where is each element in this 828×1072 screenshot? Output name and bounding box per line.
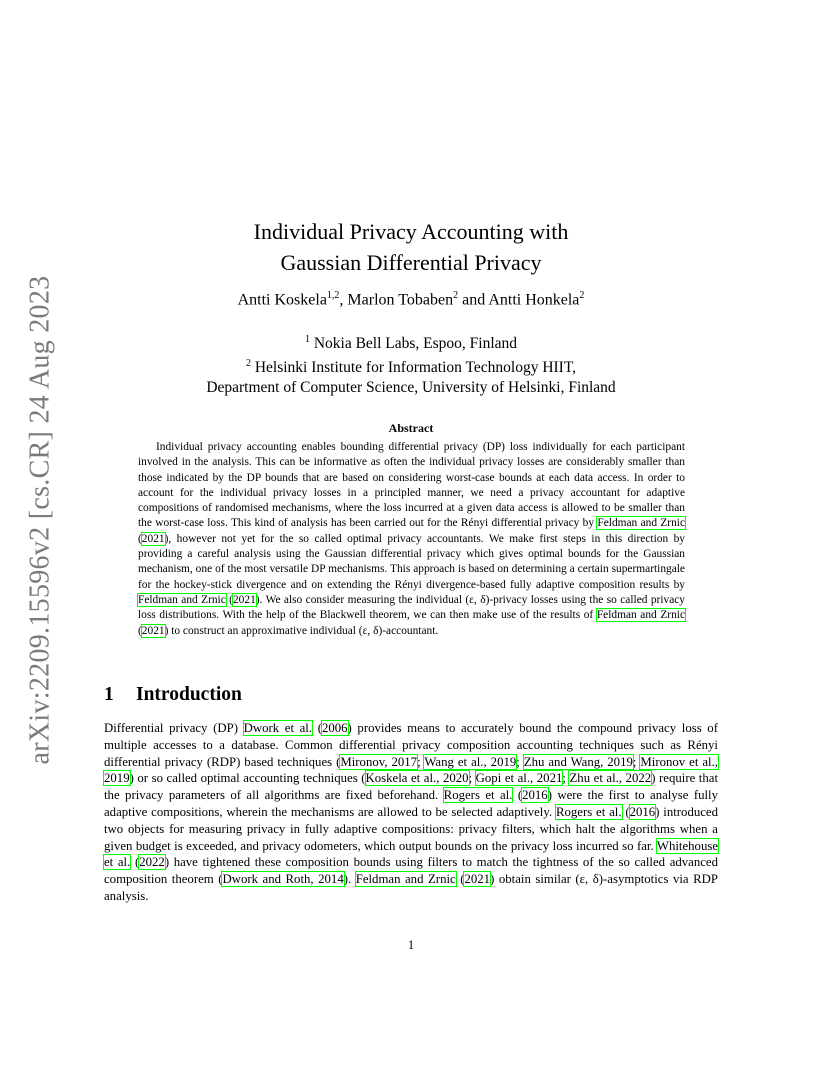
citation-year-link[interactable]: 2016 (522, 788, 548, 803)
abstract-text: ( (138, 532, 142, 545)
body-text: ). (343, 872, 356, 887)
citation-link[interactable]: Wang et al., 2019 (424, 754, 517, 769)
abstract-text: ( (138, 624, 142, 637)
body-text: ( (512, 788, 523, 803)
body-text: ) were the first to analyse fully adaptive compositions, wherein the mechanisms are allowed to be selected adaptively. (104, 788, 718, 819)
body-text: ) provides means to accurately bound the compound privacy loss of multiple accesses to a database. Common differential privacy composition accounting techniques such as Rényi differential privacy (RDP) based techniques ( (104, 721, 718, 769)
citation-link[interactable]: Rogers et al. (443, 788, 513, 803)
arxiv-identifier: arXiv:2209.15596v2 [cs.CR] 24 Aug 2023 (24, 275, 55, 765)
author-name: Antti Honkela (488, 291, 580, 309)
paper-title (104, 216, 718, 278)
affil-mark: 1 (304, 334, 310, 345)
abstract-text: ), however not yet for the so called optimal privacy accountants. We make first steps in this direction by providing a careful analysis using the Gaussian differential privacy which gives optimal bounds for the Gaussian mechanism, one of the most versatile DP mechanisms. This approach is based on determining a certain supermartingale for the hockey-stick divergence and on extending the Rényi divergence-based fully adaptive composition results by (138, 532, 685, 591)
section-number: 1 (104, 684, 114, 705)
body-text: ; (516, 754, 524, 769)
affiliation-2 (104, 354, 718, 378)
introduction-paragraph (104, 720, 718, 905)
body-text: ( (312, 721, 322, 735)
citation-link[interactable]: Mironov, 2017 (340, 754, 418, 769)
body-text: ; (562, 771, 570, 786)
citation-link[interactable]: Feldman and Zrnic (596, 609, 685, 622)
body-text: ) have tightened these composition bounds using filters to match the tightness of the so called advanced composition theorem ( (104, 855, 719, 887)
author-affil-mark: 1,2 (326, 290, 340, 301)
citation-link[interactable]: Whitehouse et al. (104, 838, 718, 870)
body-text: ) require that the privacy parameters of all algorithms are fixed beforehand. (104, 771, 718, 803)
affiliation-3: Department of Computer Science, University of Helsinki, Finland (206, 379, 616, 397)
body-text: Differential privacy (DP) (104, 721, 244, 735)
affil-mark: 2 (245, 358, 251, 370)
citation-year-link[interactable]: 2021 (464, 872, 491, 887)
citation-link[interactable]: Gopi et al., 2021 (475, 771, 563, 786)
citation-year-link[interactable]: 2021 (141, 532, 165, 545)
abstract-text: ) to construct an approximative individual (ε, δ)-accountant. (164, 624, 439, 637)
author-list (104, 290, 718, 309)
body-text: ) introduced two objects for measuring privacy in fully adaptive compositions: privacy filters, which halt the algorithms when a given budget is exceeded, and privacy odometers, which output bounds on the privacy loss incurred so far. (104, 804, 719, 853)
citation-year-link[interactable]: 2021 (141, 624, 165, 637)
abstract-text: Individual privacy accounting enables bounding differential privacy (DP) loss individually for each participant involved in the analysis. This can be informative as often the individual privacy losses are considerably smaller than those indicated by the DP bounds that are based on considering worst-case bounds at each data access. In order to account for the individual privacy losses in a principled manner, we need a privacy accountant for adaptive compositions of randomised mechanisms, where the loss incurred at a given data access is allowed to be smaller than the worst-case loss. This kind of analysis has been carried out for the Rényi differential privacy by (138, 441, 685, 530)
page-number: 1 (407, 938, 415, 952)
body-text: ( (621, 804, 630, 819)
citation-link[interactable]: Koskela et al., 2020 (365, 771, 469, 786)
citation-link[interactable]: Feldman and Zrnic (355, 872, 456, 887)
abstract-text: ( (225, 593, 233, 606)
citation-year-link[interactable]: 2006 (321, 721, 348, 735)
title-line-2: Gaussian Differential Privacy (280, 250, 542, 275)
author-name: Marlon Tobaben (347, 291, 454, 309)
affiliations (104, 330, 718, 398)
body-text: ; (417, 754, 425, 769)
section-title: Introduction (136, 684, 242, 705)
body-text: ( (130, 855, 140, 870)
affil-text: Helsinki Institute for Information Technology HIIT, (250, 359, 577, 377)
body-text: ) obtain similar (ε, δ)-asymptotics via RDP analysis. (104, 872, 718, 903)
body-text: ; (632, 754, 641, 769)
body-text: ( (455, 872, 465, 887)
author-affil-mark: 2 (453, 290, 459, 301)
author-separator: , (339, 291, 348, 309)
arxiv-side-stamp (20, 275, 60, 765)
abstract-body (138, 440, 685, 639)
affil-text: Nokia Bell Labs, Espoo, Finland (309, 335, 518, 353)
citation-link[interactable]: Rogers et al. (555, 804, 622, 819)
citation-link[interactable]: Feldman and Zrnic (597, 517, 686, 530)
body-text: ; (468, 771, 476, 786)
abstract-heading: Abstract (388, 421, 434, 435)
citation-link[interactable]: Mironov et al., 2019 (104, 754, 718, 786)
section-heading (104, 684, 242, 706)
affiliation-1 (104, 330, 718, 354)
citation-link[interactable]: Zhu et al., 2022 (569, 771, 652, 786)
title-line-1: Individual Privacy Accounting with (253, 219, 569, 244)
author-affil-mark: 2 (579, 290, 585, 301)
citation-link[interactable]: Feldman and Zrnic (138, 593, 226, 606)
citation-link[interactable]: Dwork and Roth, 2014 (222, 872, 344, 887)
body-text: ) or so called optimal accounting techniques ( (129, 771, 366, 786)
citation-year-link[interactable]: 2022 (139, 855, 165, 870)
author-separator: and (458, 291, 489, 309)
author-name: Antti Koskela (237, 291, 327, 309)
citation-link[interactable]: Dwork et al. (243, 721, 313, 735)
citation-year-link[interactable]: 2016 (629, 804, 656, 819)
citation-link[interactable]: Zhu and Wang, 2019 (523, 754, 633, 769)
citation-year-link[interactable]: 2021 (232, 593, 256, 606)
abstract-text: ). We also consider measuring the individual (ε, δ)-privacy losses using the so called privacy loss distributions. With the help of the Blackwell theorem, we can then make use of the results of (138, 593, 685, 622)
